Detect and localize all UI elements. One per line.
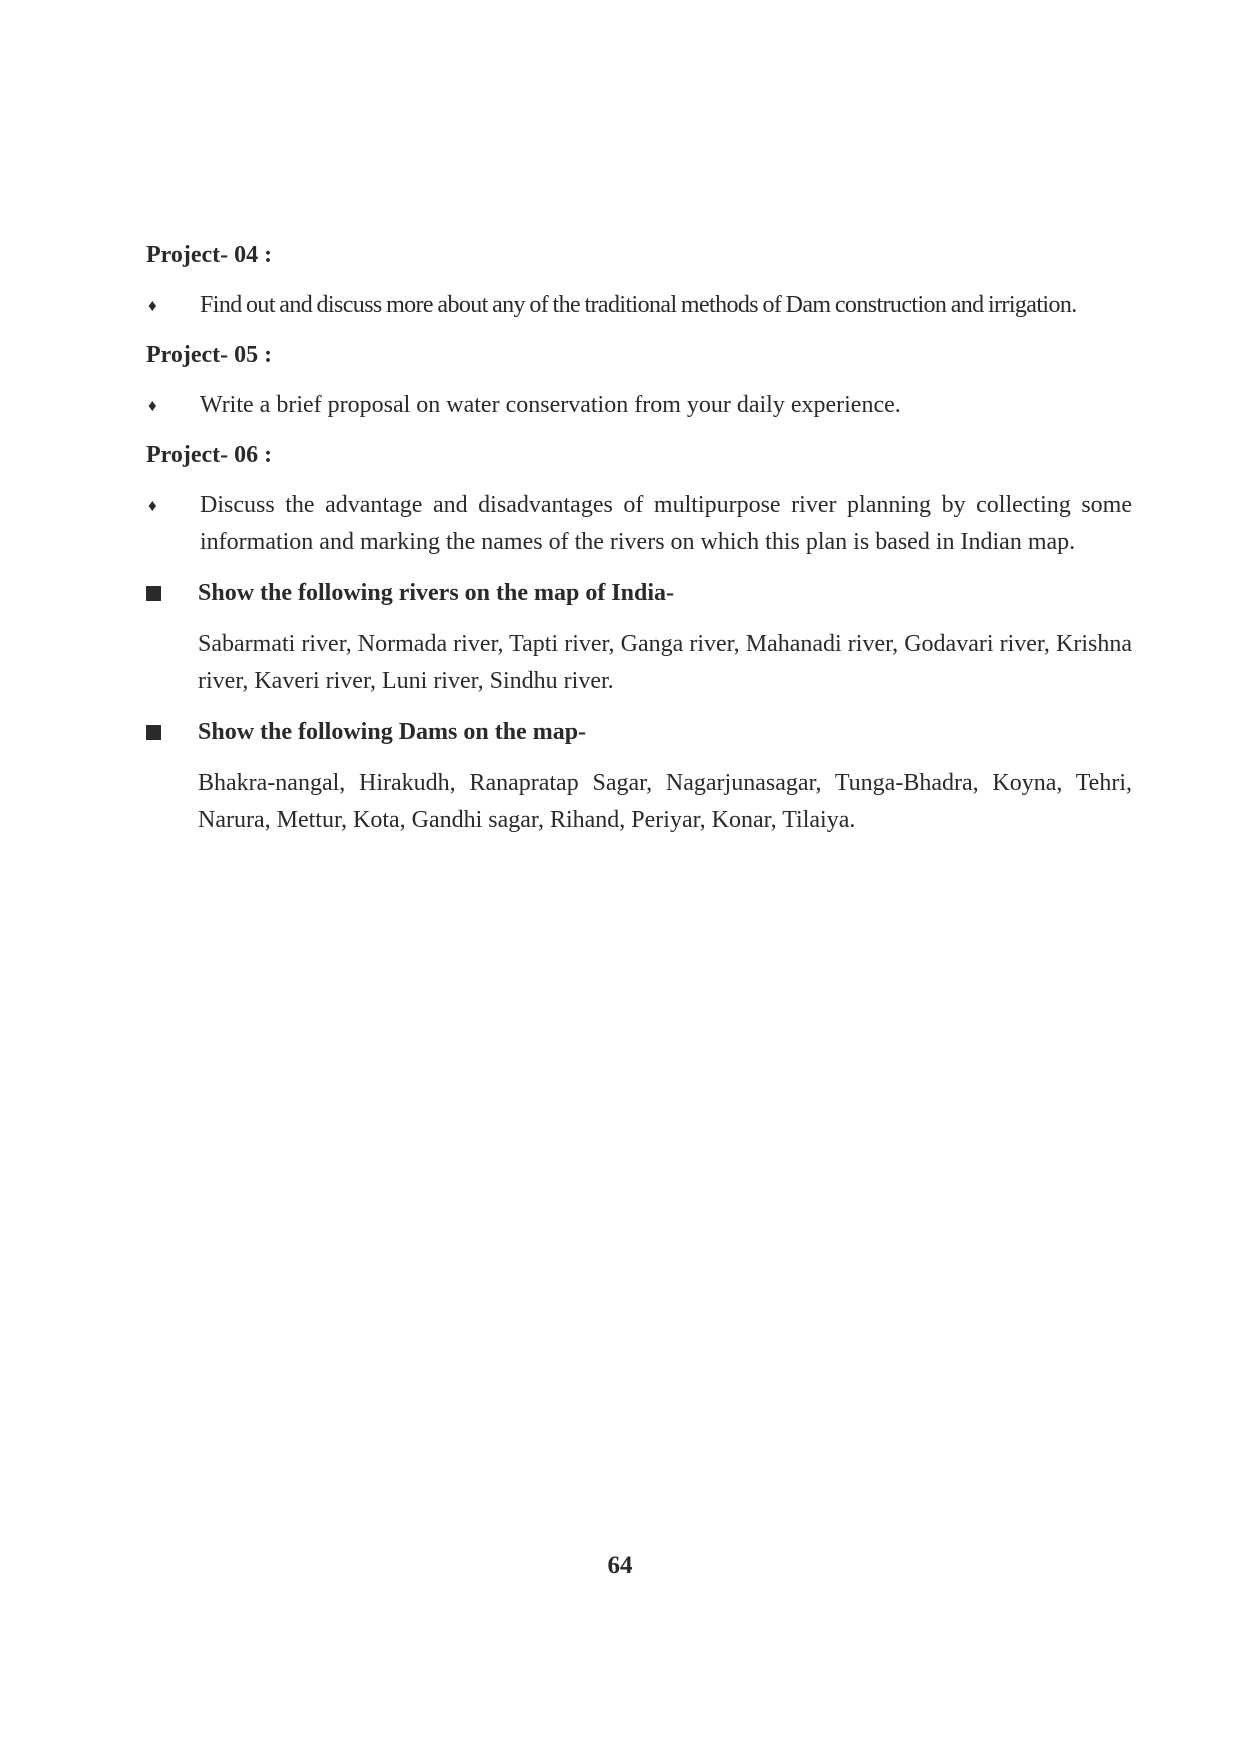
project-06-text: Discuss the advantage and disadvantages of multipurpose river planning by collecting some information and marking the names of the rivers on which this plan is based in Indian map. <box>200 492 1132 555</box>
project-04-heading: Project- 04 : <box>146 242 273 268</box>
diamond-bullet-icon: ♦ <box>148 496 157 515</box>
project-05-text: Write a brief proposal on water conservation from your daily experience. <box>200 392 901 418</box>
project-04-text: Find out and discuss more about any of the traditional methods of Dam construction and irrigation. <box>200 292 1077 318</box>
square-bullet-icon <box>146 714 198 751</box>
page-content <box>146 238 1132 853</box>
dams-list: Bhakra-nangal, Hirakudh, Ranapratap Sagar, Nagarjunasagar, Tunga-Bhadra, Koyna, Tehri, Narura, Mettur, Kota, Gandhi sagar, Rihand, Periyar, Konar, Tilaiya. <box>198 770 1132 833</box>
rivers-task-heading: Show the following rivers on the map of India- <box>198 580 675 606</box>
rivers-list: Sabarmati river, Normada river, Tapti river, Ganga river, Mahanadi river, Godavari river, Krishna river, Kaveri river, Luni river, Sindhu river. <box>198 631 1132 694</box>
project-05-bullet-item <box>146 387 1132 424</box>
square-bullet-icon <box>146 575 198 612</box>
project-05-heading: Project- 05 : <box>146 342 273 368</box>
project-06-bullet-item <box>146 487 1132 561</box>
project-04-bullet-item <box>146 287 1132 324</box>
dams-task-heading: Show the following Dams on the map- <box>198 719 587 745</box>
page-number: 64 <box>607 1552 633 1579</box>
diamond-bullet-icon: ♦ <box>148 296 157 315</box>
dams-task-item <box>146 714 1132 751</box>
rivers-task-item <box>146 575 1132 612</box>
project-06-heading: Project- 06 : <box>146 442 273 468</box>
diamond-bullet-icon: ♦ <box>148 396 157 415</box>
